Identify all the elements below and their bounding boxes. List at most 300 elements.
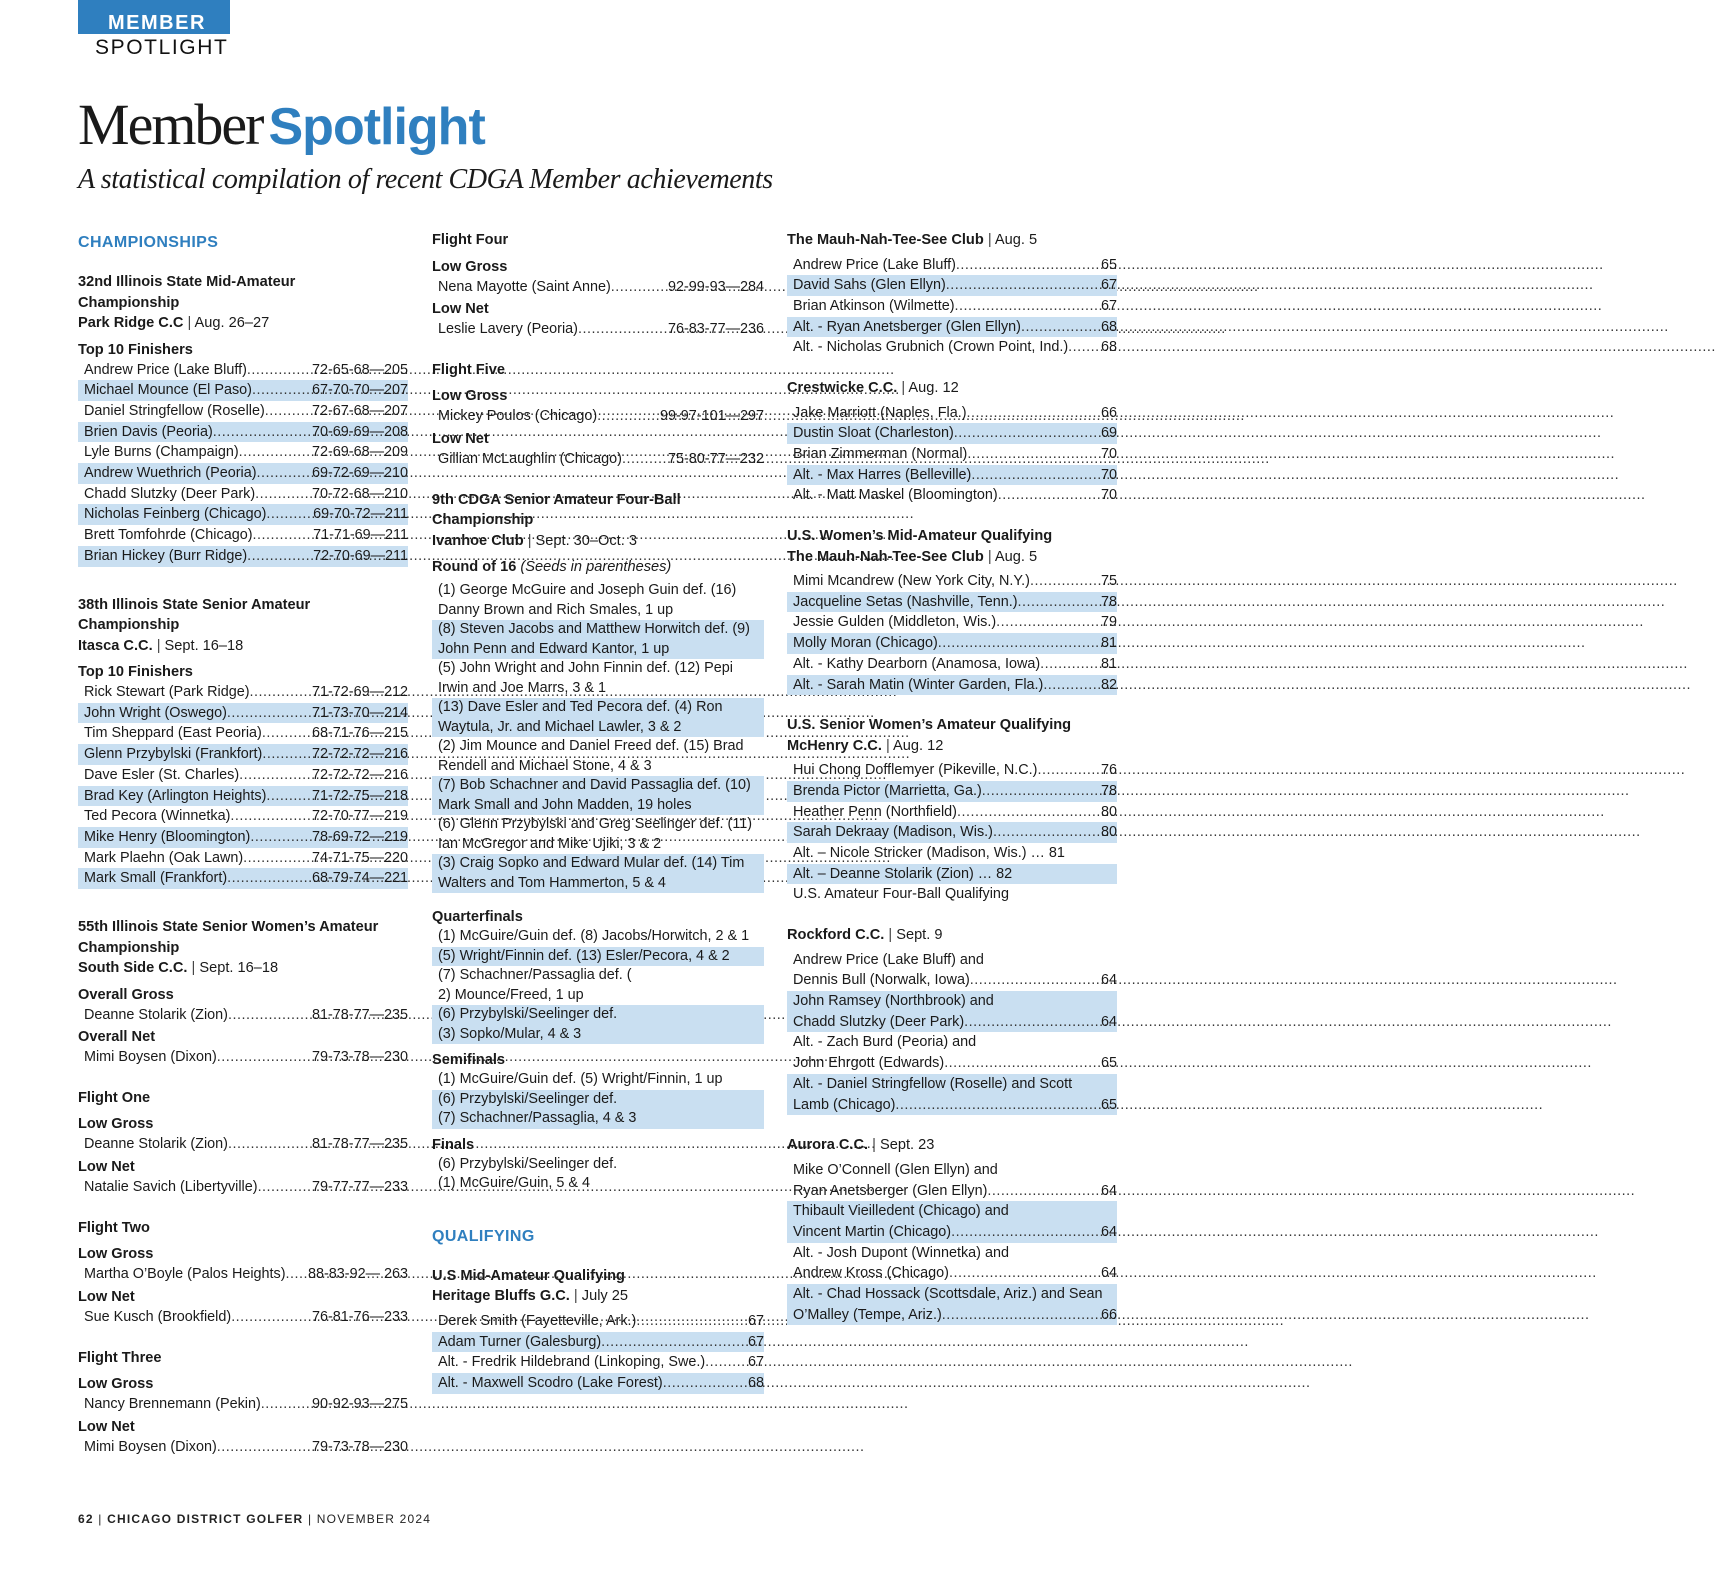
page-footer: 62 | CHICAGO DISTRICT GOLFER | NOVEMBER 2024: [78, 1512, 432, 1526]
match-result: [432, 659, 764, 698]
player-name: Deanne Stolarik (Zion): [84, 1136, 228, 1153]
match-line: (5) John Wright and John Finnin def. (12) Pepi: [438, 660, 733, 677]
player-name: Mickey Poulos (Chicago): [438, 408, 598, 425]
venue-name: Itasca C.C.: [78, 637, 153, 654]
dot-leader: [266, 786, 312, 807]
result-row: [78, 786, 408, 807]
player-name: Nancy Brennemann (Pekin): [84, 1396, 261, 1413]
match-result: [432, 815, 764, 854]
dot-leader: [636, 1311, 748, 1332]
match-line: (3) Sopko/Mular, 4 & 3: [438, 1025, 582, 1042]
player-name: Brenda Pictor (Marrietta, Ga.): [793, 782, 982, 799]
results-list: [787, 760, 1117, 843]
result-row: [78, 1307, 408, 1328]
venue-name: Park Ridge C.C: [78, 315, 184, 331]
dot-leader: [967, 444, 1101, 465]
player-name: Brett Tomfohrde (Chicago): [84, 527, 253, 544]
dot-leader: [964, 1012, 1101, 1033]
pair-line: [787, 1012, 1117, 1033]
event-title: 55th Illinois State Senior Women’s Amateur: [78, 919, 379, 936]
venue-name: McHenry C.C.: [787, 737, 882, 754]
flight-title: Flight Five: [432, 361, 505, 378]
event-title: U.S. Senior Women’s Amateur Qualifying: [787, 717, 1072, 734]
results-list: [78, 682, 408, 889]
dot-leader: [230, 806, 312, 827]
dot-leader: [946, 275, 1101, 296]
flight-five: [432, 360, 764, 470]
column-3: [787, 232, 1117, 1345]
player-name: Molly Moran (Chicago): [793, 635, 938, 652]
low-net-label: Low Net: [78, 1418, 135, 1435]
results-list: [78, 360, 408, 567]
results-list: [787, 571, 1117, 695]
player-score: 72-65-68—205: [311, 361, 408, 378]
player-name: Daniel Stringfellow (Roselle): [84, 402, 265, 419]
overall-gross-label: Overall Gross: [78, 986, 174, 1003]
player-score: 99-97-101—297: [659, 408, 764, 425]
player-score: 76-81-76—233: [311, 1309, 408, 1326]
result-row: [432, 277, 764, 298]
event-title-line2: Championship: [78, 939, 180, 956]
match-line: Danny Brown and Rich Smales, 1 up: [438, 601, 674, 618]
player-score: 81: [1100, 635, 1117, 652]
venue-date: Sept. 16–18: [164, 637, 244, 654]
event-venue: Ivanhoe Club | Sept. 30–Oct. 3: [432, 532, 637, 549]
result-row: [78, 744, 408, 765]
finals-label: Finals: [432, 1136, 475, 1153]
match-line: (7) Schachner/Passaglia def. (: [438, 967, 632, 984]
player-score: 67: [747, 1333, 764, 1350]
pair-score: 64: [1100, 1265, 1117, 1282]
dot-leader: [597, 406, 660, 427]
event-title-line2: Championship: [78, 617, 180, 634]
dot-leader: [227, 868, 312, 889]
results-label: Top 10 Finishers: [78, 664, 193, 681]
match-result: [432, 776, 764, 815]
dot-leader: [942, 1305, 1101, 1326]
event-title: U.S. Women’s Mid-Amateur Qualifying: [787, 528, 1053, 545]
player-name: Alt. - Matt Maskel (Bloomington): [793, 487, 998, 504]
dot-leader: [231, 1307, 312, 1328]
result-row: [787, 255, 1117, 276]
dot-leader: [286, 1264, 308, 1285]
player-score: 68-71-76—215: [311, 725, 408, 742]
result-row: [432, 1311, 764, 1332]
flight-title: Flight Two: [78, 1219, 150, 1236]
player-score: 81-78-77—235: [311, 1136, 408, 1153]
dot-leader: [1030, 571, 1101, 592]
player-score: 68-79-74—221: [311, 870, 408, 887]
column-2: [432, 232, 764, 1414]
result-row: [787, 633, 1117, 654]
match-result: [432, 737, 764, 776]
dot-leader: [1040, 654, 1101, 675]
result-row: [787, 465, 1117, 486]
player-name: David Sahs (Glen Ellyn): [793, 277, 946, 294]
result-row: [78, 848, 408, 869]
issue-date: NOVEMBER 2024: [316, 1512, 432, 1526]
player-name: Chadd Slutzky (Deer Park): [84, 485, 256, 502]
event-venue: The Mauh-Nah-Tee-See Club | Aug. 5: [787, 548, 1038, 565]
result-row: [787, 612, 1117, 633]
dot-leader: [243, 848, 312, 869]
player-name: Alt. - Chad Hossack (Scottsdale, Ariz.) and Sean: [793, 1286, 1103, 1303]
player-name: Dustin Sloat (Charleston): [793, 425, 954, 442]
player-score: 68: [1100, 339, 1117, 356]
dot-leader: [258, 1177, 312, 1198]
match-line: (7) Bob Schachner and David Passaglia def. (10): [438, 777, 751, 794]
player-score: 81: [1100, 655, 1117, 672]
pair-result: [787, 1201, 1117, 1242]
results-list: [432, 1311, 764, 1394]
event-venue: Heritage Bluffs G.C. | July 25: [432, 1288, 629, 1305]
dot-leader: [944, 1053, 1101, 1074]
player-name: Alt. – Deanne Stolarik (Zion) … 82: [793, 865, 1013, 882]
event-us-senior-womens-qualifying: [787, 715, 1117, 905]
venue-date: Aug. 12: [908, 380, 959, 397]
dot-leader: [955, 296, 1101, 317]
match-line: (13) Dave Esler and Ted Pecora def. (4) Ron: [438, 699, 723, 716]
player-name: Mike O’Connell (Glen Ellyn) and: [793, 1161, 998, 1178]
result-row: [787, 843, 1117, 864]
player-name: Heather Penn (Northfield): [793, 803, 957, 820]
pair-result: [787, 1160, 1117, 1201]
round-note: (Seeds in parentheses): [520, 559, 672, 576]
qf-match-1: (1) McGuire/Guin def. (8) Jacobs/Horwitch, 2 & 1: [438, 928, 750, 945]
result-row: [78, 546, 408, 567]
result-row: [787, 296, 1117, 317]
player-name: Deanne Stolarik (Zion): [84, 1006, 228, 1023]
pair-line: [787, 1263, 1117, 1284]
venue-name: Aurora C.C.: [787, 1137, 869, 1154]
player-name: Michael Mounce (El Paso): [84, 382, 252, 399]
pair-result: [787, 950, 1117, 991]
player-name: Alt. - Max Harres (Belleville): [793, 466, 972, 483]
player-score: 75: [1100, 573, 1117, 590]
event-il-mid-amateur: [78, 272, 408, 567]
result-row: [432, 1373, 764, 1394]
result-row: [78, 703, 408, 724]
dot-leader: [247, 360, 312, 381]
result-row: [78, 401, 408, 422]
result-row: [78, 1264, 408, 1285]
pair-result: [787, 1074, 1117, 1115]
flight-three: [78, 1348, 408, 1458]
flight-one: [78, 1088, 408, 1198]
player-name: John Ramsey (Northbrook) and: [793, 993, 994, 1010]
publication-name: CHICAGO DISTRICT GOLFER: [107, 1512, 304, 1526]
result-row: [787, 275, 1117, 296]
pair-line: [787, 1284, 1117, 1305]
pair-line: [787, 1053, 1117, 1074]
round-of-16-list: [432, 581, 764, 893]
result-row: [78, 765, 408, 786]
player-score: 72-72-72—216: [311, 746, 408, 763]
player-name: Thibault Vieilledent (Chicago) and: [793, 1203, 1009, 1220]
player-score: 69: [1100, 425, 1117, 442]
match-result: [432, 581, 764, 620]
low-net-label: Low Net: [78, 1159, 135, 1176]
player-name: Alt. – Nicole Stricker (Madison, Wis.) … 81: [793, 845, 1065, 862]
low-gross-label: Low Gross: [432, 388, 508, 405]
player-score: 66: [1100, 404, 1117, 421]
pair-line: [787, 1222, 1117, 1243]
event-title: 9th CDGA Senior Amateur Four-Ball: [432, 491, 681, 508]
result-row: [432, 1332, 764, 1353]
result-row: [78, 682, 408, 703]
result-row: [78, 422, 408, 443]
results-label: Top 10 Finishers: [78, 341, 193, 358]
result-row: [432, 1352, 764, 1373]
player-name: Mark Small (Frankfort): [84, 870, 228, 887]
result-row: [787, 444, 1117, 465]
match-result: [432, 698, 764, 737]
player-name: Dave Esler (St. Charles): [84, 766, 240, 783]
player-score: 72-70-77—219: [311, 808, 408, 825]
event-il-senior-amateur: [78, 595, 408, 890]
title-plain: Member: [78, 92, 263, 157]
event-title-line2: Championship: [432, 512, 534, 529]
player-name: Sue Kusch (Brookfield): [84, 1309, 232, 1326]
result-row: [787, 337, 1117, 358]
player-name: Mimi Mcandrew (New York City, N.Y.): [793, 573, 1030, 590]
player-name: Alt. - Zach Burd (Peoria) and: [793, 1034, 977, 1051]
dot-leader: [239, 442, 312, 463]
event-venue: Park Ridge C.C | Aug. 26–27: [78, 315, 270, 331]
dot-leader: [247, 546, 313, 567]
section-tag-bottom: SPOTLIGHT: [95, 36, 229, 59]
qf-match-3: [432, 966, 764, 1005]
dot-leader: [228, 1134, 312, 1155]
flight-two: [78, 1218, 408, 1328]
venue-date: Sept. 9: [896, 927, 943, 944]
match-line: (7) Schachner/Passaglia, 4 & 3: [438, 1110, 637, 1127]
result-row: [78, 484, 408, 505]
pair-score: 66: [1100, 1306, 1117, 1323]
player-name: John Ehrgott (Edwards): [793, 1055, 945, 1072]
player-score: 78-69-72—219: [311, 828, 408, 845]
venue-date: Aug. 5: [994, 232, 1038, 248]
player-score: 71-71-69—211: [313, 527, 408, 544]
player-score: 71-73-70—214: [311, 704, 408, 721]
flight-title: Flight One: [78, 1089, 151, 1106]
match-line: Ian McGregor and Mike Ujiki, 3 & 2: [438, 835, 662, 852]
flight-title: Flight Three: [78, 1349, 162, 1366]
player-score: 78: [1100, 782, 1117, 799]
result-row: [78, 1134, 408, 1155]
page-subtitle: A statistical compilation of recent CDGA Member achievements: [78, 164, 773, 195]
qualifier-mauh-nah-tee-see: [787, 230, 1117, 358]
pair-line: [787, 991, 1117, 1012]
player-name: Andrew Wuethrich (Peoria): [84, 465, 257, 482]
player-score: 70-69-69—208: [311, 423, 408, 440]
match-result: [432, 854, 764, 893]
player-score: 67-70-70—207: [311, 382, 408, 399]
player-name: Gillian McLaughlin (Chicago): [438, 451, 622, 468]
player-name: Chadd Slutzky (Deer Park): [793, 1013, 965, 1030]
player-name: Leslie Lavery (Peoria): [438, 321, 578, 338]
player-score: 78: [1100, 593, 1117, 610]
dot-leader: [971, 465, 1101, 486]
pair-line: [787, 1074, 1117, 1095]
result-row: [78, 827, 408, 848]
dot-leader: [622, 449, 668, 470]
dot-leader: [252, 380, 312, 401]
player-name: Alt. - Sarah Matin (Winter Garden, Fla.): [793, 676, 1044, 693]
player-name: Ted Pecora (Winnetka): [84, 808, 231, 825]
dot-leader: [938, 633, 1101, 654]
player-score: 67: [1100, 277, 1117, 294]
dot-leader: [970, 970, 1101, 991]
low-net-label: Low Net: [432, 431, 489, 448]
player-name: Martha O’Boyle (Palos Heights): [84, 1266, 286, 1283]
qf-match-2: (5) Wright/Finnin def. (13) Esler/Pecora, 4 & 2: [432, 947, 764, 967]
dot-leader: [227, 703, 312, 724]
dot-leader: [954, 423, 1101, 444]
round-label: Round of 16: [432, 559, 517, 576]
section-tag-top: MEMBER: [108, 12, 206, 34]
player-score: 71-72-69—212: [311, 684, 408, 701]
event-venue: South Side C.C. | Sept. 16–18: [78, 960, 279, 977]
player-score: 76: [1100, 762, 1117, 779]
match-line: (6) Glenn Przybylski and Greg Seelinger def. (11): [438, 816, 753, 833]
pair-result: [787, 1032, 1117, 1073]
dot-leader: [951, 1222, 1101, 1243]
dot-leader: [265, 401, 312, 422]
match-line: Rendell and Michael Stone, 4 & 3: [438, 757, 652, 774]
player-name: Hui Chong Dofflemyer (Pikeville, N.C.): [793, 762, 1038, 779]
result-row: [78, 380, 408, 401]
result-row: [787, 403, 1117, 424]
player-score: 92-99-93—284: [667, 278, 764, 295]
player-name: Alt. - Kathy Dearborn (Anamosa, Iowa): [793, 655, 1041, 672]
player-score: 79-73-78—230: [311, 1049, 408, 1066]
flight-four: [432, 230, 764, 340]
result-row: [787, 654, 1117, 675]
player-name: Nena Mayotte (Saint Anne): [438, 278, 611, 295]
dot-leader: [266, 504, 313, 525]
player-name: Andrew Price (Lake Bluff): [793, 256, 956, 273]
match-line: Mark Small and John Madden, 19 holes: [438, 796, 692, 813]
player-score: 70: [1100, 487, 1117, 504]
dot-leader: [217, 1437, 312, 1458]
result-row: [787, 423, 1117, 444]
player-name: Alt. - Maxwell Scodro (Lake Forest): [438, 1374, 663, 1391]
qf-match-4: [432, 1005, 764, 1044]
dot-leader: [996, 612, 1101, 633]
match-line: (2) Jim Mounce and Daniel Freed def. (15) Brad: [438, 738, 744, 755]
player-score: 69-70-72—211: [313, 506, 408, 523]
player-name: Lamb (Chicago): [793, 1096, 896, 1113]
player-score: 79-77-77—233: [311, 1179, 408, 1196]
pairs-list: [787, 1160, 1117, 1326]
final-match: [432, 1155, 764, 1194]
dot-leader: [1018, 592, 1101, 613]
result-row: [787, 802, 1117, 823]
dot-leader: [1037, 760, 1101, 781]
result-row: [78, 1177, 408, 1198]
player-score: 72-69-68—209: [311, 444, 408, 461]
venue-date: July 25: [581, 1288, 629, 1305]
player-score: 88-83-92— 263: [307, 1266, 408, 1283]
results-list: [787, 255, 1117, 359]
low-gross-label: Low Gross: [78, 1246, 154, 1263]
dot-leader: [578, 319, 668, 340]
player-score: 70-72-68—210: [311, 485, 408, 502]
player-name: Mark Plaehn (Oak Lawn): [84, 849, 244, 866]
dot-leader: [239, 765, 312, 786]
quarterfinals-label: Quarterfinals: [432, 909, 523, 926]
player-name: Andrew Price (Lake Bluff): [84, 361, 247, 378]
player-name: Brian Zimmerman (Normal): [793, 445, 968, 462]
event-title: 38th Illinois State Senior Amateur: [78, 596, 311, 613]
venue-name: Crestwicke C.C.: [787, 380, 898, 397]
player-score: 79: [1100, 614, 1117, 631]
pair-score: 64: [1100, 972, 1117, 989]
result-row: [78, 442, 408, 463]
result-row: [787, 781, 1117, 802]
venue-name: The Mauh-Nah-Tee-See Club: [787, 232, 984, 248]
low-gross-label: Low Gross: [78, 1116, 154, 1133]
dot-leader: [705, 1352, 748, 1373]
player-name: O’Malley (Tempe, Ariz.): [793, 1306, 942, 1323]
event-venue: Itasca C.C. | Sept. 16–18: [78, 637, 244, 654]
event-title-line2: Championship: [78, 294, 180, 311]
player-score: 72-67-68—207: [311, 402, 408, 419]
result-row: [78, 1394, 408, 1415]
player-name: Natalie Savich (Libertyville): [84, 1179, 258, 1196]
dot-leader: [993, 822, 1101, 843]
next-event-heading: [787, 884, 1117, 905]
match-line: (1) McGuire/Guin, 5 & 4: [438, 1175, 590, 1192]
results-list: [787, 403, 1117, 507]
pair-score: 64: [1100, 1013, 1117, 1030]
player-score: 81-78-77—235: [311, 1006, 408, 1023]
result-row: [78, 463, 408, 484]
player-name: Andrew Kross (Chicago): [793, 1265, 949, 1282]
dot-leader: [262, 744, 312, 765]
dot-leader: [967, 403, 1101, 424]
sf-match-2: [432, 1090, 764, 1129]
pair-result: [787, 1284, 1117, 1325]
result-row: [78, 360, 408, 381]
player-name: Brad Key (Arlington Heights): [84, 787, 267, 804]
pair-line: [787, 950, 1117, 971]
player-score: 69-72-69—210: [311, 465, 408, 482]
dot-leader: [250, 682, 312, 703]
match-line: (3) Craig Sopko and Edward Mular def. (14) Tim: [438, 855, 745, 872]
semifinals-label: Semifinals: [432, 1052, 505, 1069]
event-venue: McHenry C.C. | Aug. 12: [787, 737, 944, 754]
player-name: Ryan Anetsberger (Glen Ellyn): [793, 1182, 988, 1199]
venue-date: Aug. 12: [893, 737, 944, 754]
pair-line: [787, 1160, 1117, 1181]
venue-name: The Mauh-Nah-Tee-See Club: [787, 548, 984, 565]
pair-line: [787, 1201, 1117, 1222]
player-score: 80: [1100, 824, 1117, 841]
event-venue: Aurora C.C. | Sept. 23: [787, 1137, 935, 1154]
player-name: Alt. - Josh Dupont (Winnetka) and: [793, 1244, 1009, 1261]
player-score: 90-92-93—275: [311, 1396, 408, 1413]
dot-leader: [257, 463, 312, 484]
pair-score: 65: [1100, 1055, 1117, 1072]
dot-leader: [956, 255, 1101, 276]
dot-leader: [1021, 317, 1101, 338]
player-score: 67: [747, 1354, 764, 1371]
player-name: Alt. - Ryan Anetsberger (Glen Ellyn): [793, 318, 1021, 335]
result-row: [78, 868, 408, 889]
match-line: (6) Przybylski/Seelinger def.: [438, 1006, 618, 1023]
